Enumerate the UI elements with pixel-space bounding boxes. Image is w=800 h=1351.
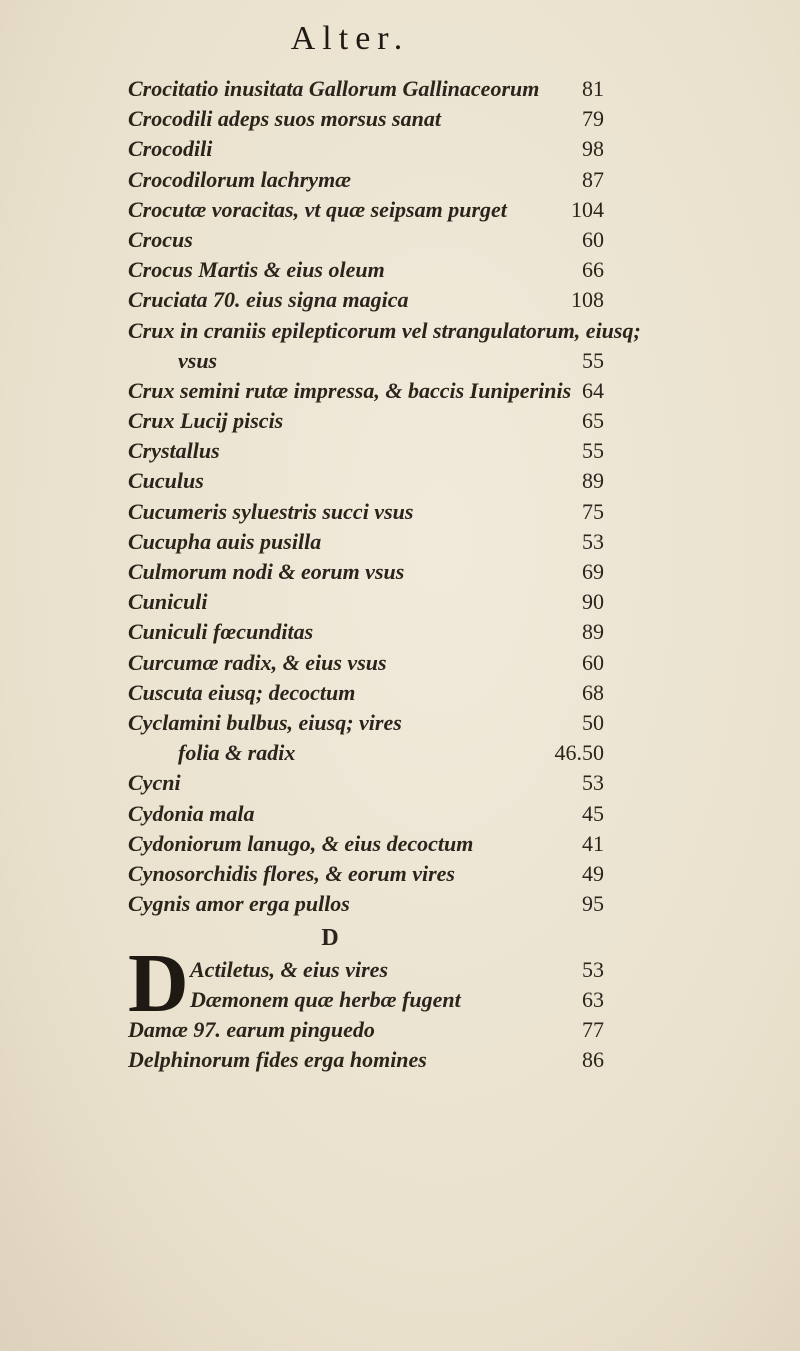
drop-cap-letter: D [128, 937, 189, 1031]
entry-term: Crux Lucij piscis [128, 408, 284, 434]
index-entry [0, 195, 800, 225]
entry-term: Cruciata 70. eius signa magica [128, 287, 409, 313]
index-entry [0, 889, 800, 919]
index-entry [0, 466, 800, 496]
index-entry [0, 768, 800, 798]
drop-cap-line [190, 985, 461, 1015]
entry-page-number: 55 [582, 438, 604, 464]
entry-page-number: 86 [582, 1047, 604, 1073]
section-letter: D [321, 925, 339, 952]
entry-page-number: 53 [582, 528, 604, 554]
entry-page-number: 98 [582, 136, 604, 162]
entry-page-number: 46.50 [554, 740, 604, 766]
entry-term: Cydoniorum lanugo, & eius decoctum [128, 830, 474, 856]
entry-term: Cyclamini bulbus, eiusq; vires [128, 709, 402, 735]
index-entry [0, 316, 800, 346]
index-entry [0, 648, 800, 678]
entry-page-number: 64 [582, 377, 604, 403]
entry-term: folia & radix [178, 740, 296, 766]
entry-term: Dæmonem quæ herbæ fugent [190, 987, 461, 1013]
entry-page-number: 75 [582, 498, 604, 524]
index-entry [0, 708, 800, 738]
index-entry [0, 406, 800, 436]
entry-term: Crocodili adeps suos morsus sanat [128, 106, 441, 132]
index-entry [0, 134, 800, 164]
entry-page-number: 81 [582, 76, 604, 101]
index-entry [0, 225, 800, 255]
entry-page-number: 53 [582, 770, 604, 796]
running-header: Alter. [290, 20, 410, 57]
entry-page-number: 66 [582, 257, 604, 283]
entry-page-number: 60 [582, 226, 604, 252]
index-entry [0, 859, 800, 889]
entry-term: Cuculus [128, 468, 204, 494]
entry-page-number: 90 [582, 589, 604, 615]
entry-term: Crocitatio inusitata Gallorum Gallinaceorum [128, 76, 540, 101]
index-entry [0, 617, 800, 647]
entry-page-number: 63 [582, 987, 604, 1013]
entry-term: Crocus Martis & eius oleum [128, 257, 385, 283]
entry-page-number: 87 [582, 166, 604, 192]
entry-term: Cucumeris syluestris succi vsus [128, 498, 414, 524]
entry-term: Crocodili [128, 136, 213, 162]
index-entry [0, 436, 800, 466]
entry-term: Culmorum nodi & eorum vsus [128, 559, 405, 584]
entry-page-number: 41 [582, 830, 604, 856]
entry-term: Cuniculi [128, 589, 208, 615]
entry-term: Cuniculi fœcunditas [128, 619, 314, 645]
entry-page-number: 55 [582, 347, 604, 373]
entry-term: Actiletus, & eius vires [190, 957, 388, 983]
entry-term: Crocus [128, 226, 193, 252]
entry-term: Cynosorchidis flores, & eorum vires [128, 860, 455, 886]
index-entry [0, 799, 800, 829]
entry-term: Crux semini rutæ impressa, & baccis Iuniperinis [128, 377, 572, 403]
entry-term: Damæ 97. earum pinguedo [128, 1017, 375, 1043]
index-entry [0, 738, 800, 768]
entry-term: Cucupha auis pusilla [128, 528, 322, 554]
index-entry [0, 557, 800, 587]
index-entry [0, 165, 800, 195]
index-entry [0, 678, 800, 708]
entry-page-number: 108 [571, 287, 604, 313]
entry-term: Cuscuta eiusq; decoctum [128, 679, 356, 705]
index-entry [0, 74, 800, 104]
entry-term: Crux in craniis epilepticorum vel strangulatorum, eiusq; [128, 317, 641, 343]
entry-term: vsus [178, 347, 218, 373]
index-entry [0, 285, 800, 315]
index-entry [0, 497, 800, 527]
entry-term: Cydonia mala [128, 800, 255, 826]
entry-page-number: 77 [582, 1017, 604, 1043]
entry-page-number: 45 [582, 800, 604, 826]
entry-page-number: 104 [571, 196, 604, 222]
entry-term: Cycni [128, 770, 181, 796]
entry-term: Cygnis amor erga pullos [128, 891, 350, 917]
entry-page-number: 65 [582, 408, 604, 434]
drop-cap-line [190, 955, 388, 985]
entry-page-number: 53 [582, 957, 604, 983]
index-entry [0, 104, 800, 134]
entry-page-number: 68 [582, 679, 604, 705]
index-entry [0, 1015, 800, 1045]
index-entry [0, 255, 800, 285]
entry-page-number: 89 [582, 468, 604, 494]
entry-page-number: 50 [582, 709, 604, 735]
index-entry [0, 829, 800, 859]
index-entry [0, 587, 800, 617]
entry-term: Crystallus [128, 438, 220, 464]
entry-page-number: 60 [582, 649, 604, 675]
entry-term: Curcumæ radix, & eius vsus [128, 649, 387, 675]
entry-page-number: 79 [582, 106, 604, 132]
entry-page-number: 95 [582, 891, 604, 917]
index-entry [0, 527, 800, 557]
entry-page-number: 49 [582, 860, 604, 886]
index-entries [0, 74, 800, 1076]
section-letter-row [0, 919, 800, 955]
entry-term: Delphinorum fides erga homines [128, 1047, 427, 1073]
entry-term: Crocutæ voracitas, vt quæ seipsam purget [128, 196, 507, 222]
index-entry [0, 376, 800, 406]
entry-page-number: 89 [582, 619, 604, 645]
index-entry [0, 1045, 800, 1075]
entry-page-number: 69 [582, 559, 604, 584]
index-entry [0, 346, 800, 376]
entry-term: Crocodilorum lachrymæ [128, 166, 352, 192]
